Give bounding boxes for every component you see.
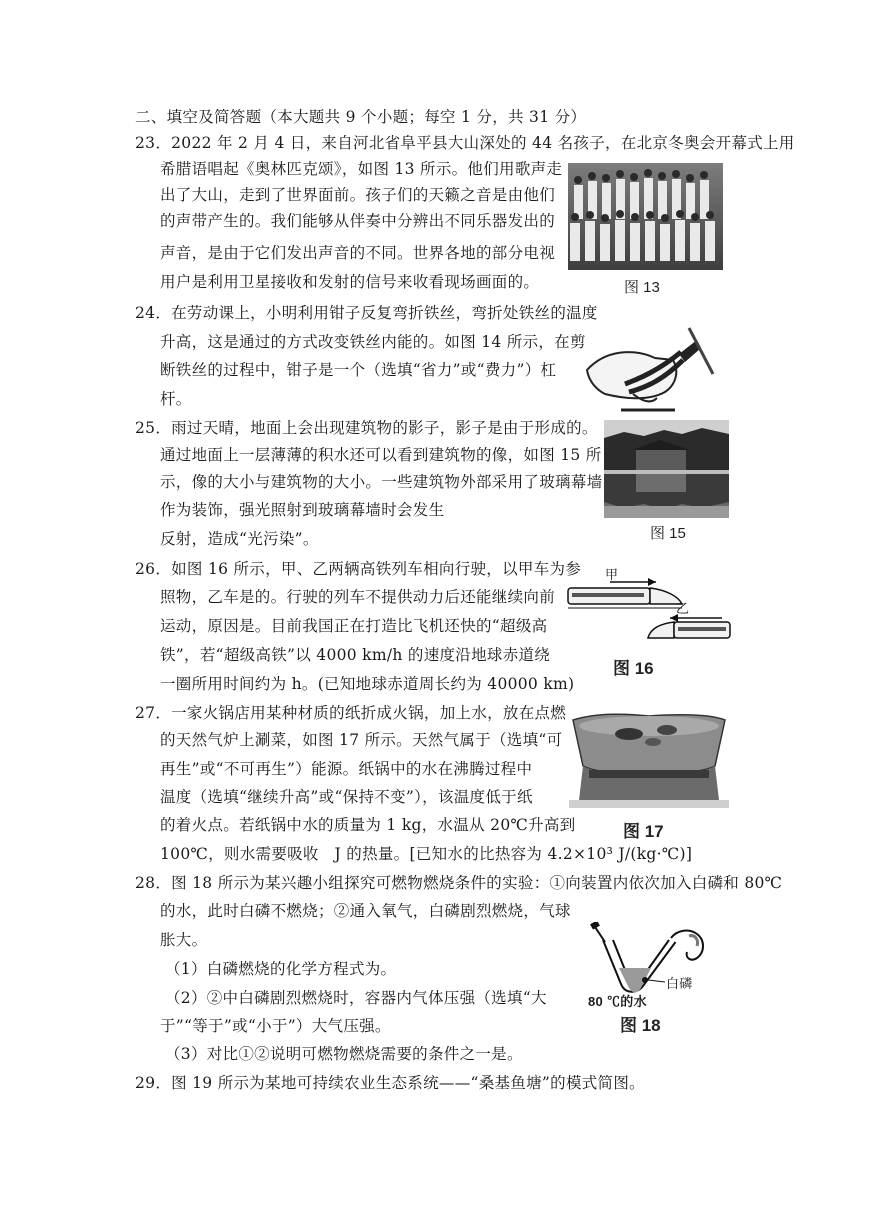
q27-line-5: 的着火点。若纸锅中水的质量为 1 kg，水温从 20℃升高到 — [160, 816, 576, 834]
q28-line-6: 于”“等于”或“小于”）大气压强。 — [160, 1017, 391, 1035]
q28-line-2: 的水，此时白磷不燃烧；②通入氧气，白磷剧烈燃烧，气球 — [160, 902, 571, 920]
q28-line-1: 28．图 18 所示为某兴趣小组探究可燃物燃烧条件的实验：①向装置内依次加入白磷和 80℃ — [135, 874, 783, 892]
figure-13-caption: 图 13 — [624, 279, 660, 296]
figure-15-caption: 图 15 — [650, 525, 686, 542]
q24-line-2: 升高，这是通过的方式改变铁丝内能的。如图 14 所示，在剪 — [160, 333, 586, 351]
q24-line-3: 断铁丝的过程中，钳子是一个（选填“省力”或“费力”）杠 — [160, 361, 557, 379]
q26-line-5: 一圈所用时间约为 h。(已知地球赤道周长约为 40000 km) — [160, 675, 575, 693]
q27-line-1: 27．一家火锅店用某种材质的纸折成火锅，加上水，放在点燃 — [135, 704, 567, 722]
figure-18-caption: 图 18 — [620, 1016, 661, 1035]
q27-line-4: 温度（选填“继续升高”或“保持不变”），该温度低于纸 — [160, 788, 533, 806]
q29-line-1: 29．图 19 所示为某地可持续农业生态系统——“桑基鱼塘”的模式简图。 — [135, 1074, 645, 1092]
train-jia-label: 甲 — [605, 568, 619, 583]
choir-photo — [568, 163, 723, 270]
q25-line-2: 通过地面上一层薄薄的积水还可以看到建筑物的像，如图 15 所 — [160, 446, 602, 464]
figure-17-caption: 图 17 — [623, 822, 664, 841]
q27-line-3: 再生”或“不可再生”）能源。纸锅中的水在沸腾过程中 — [160, 760, 533, 778]
q23-line-2: 希腊语唱起《奥林匹克颂》，如图 13 所示。他们用歌声走 — [160, 160, 563, 178]
q23-line-5: 声音，是由于它们发出声音的不同。世界各地的部分电视 — [160, 244, 556, 262]
q26-line-1: 26．如图 16 所示，甲、乙两辆高铁列车相向行驶，以甲车为参 — [135, 560, 582, 578]
q25-line-5: 反射，造成“光污染”。 — [160, 530, 319, 548]
train-yi-label: 乙 — [676, 602, 690, 617]
q27-line-6: 100℃，则水需要吸收 J 的热量。[已知水的比热容为 4.2×10³ J/(kg·℃)] — [160, 845, 693, 863]
building-reflection-photo — [604, 420, 729, 518]
section-header: 二、填空及简答题（本大题共 9 个小题；每空 1 分，共 31 分） — [135, 108, 587, 126]
paper-hotpot-photo — [569, 708, 729, 808]
q25-line-4: 作为装饰，强光照射到玻璃幕墙时会发生 — [160, 501, 445, 519]
q23-line-6: 用户是利用卫星接收和发射的信号来收看现场画面的。 — [160, 273, 540, 291]
q24-line-1: 24．在劳动课上，小明利用钳子反复弯折铁丝，弯折处铁丝的温度 — [135, 304, 598, 322]
q25-line-1: 25．雨过天晴，地面上会出现建筑物的影子，影子是由于形成的。 — [135, 419, 598, 437]
label-80c-water: 80 ℃的水 — [588, 994, 647, 1009]
trains-figure — [566, 566, 732, 642]
q27-line-2: 的天然气炉上涮菜，如图 17 所示。天然气属于（选填“可 — [160, 731, 563, 749]
pliers-figure — [585, 322, 725, 417]
q28-line-3: 胀大。 — [160, 931, 208, 949]
q28-line-5: （2）②中白磷剧烈燃烧时，容器内气体压强（选填“大 — [165, 989, 547, 1007]
label-white-phosphorus: 白磷 — [666, 976, 693, 991]
q28-line-7: （3）对比①②说明可燃物燃烧需要的条件之一是。 — [165, 1045, 523, 1063]
q24-line-4: 杆。 — [160, 390, 192, 408]
q23-line-3: 出了大山，走到了世界面前。孩子们的天籁之音是由他们 — [160, 186, 556, 204]
q26-line-2: 照物，乙车是的。行驶的列车不提供动力后还能继续向前 — [160, 588, 556, 606]
q23-line-1: 23．2022 年 2 月 4 日，来自河北省阜平县大山深处的 44 名孩子，在北京冬奥会开幕式上用 — [135, 134, 795, 152]
q26-line-3: 运动，原因是。目前我国正在打造比飞机还快的“超级高 — [160, 617, 548, 635]
figure-16-caption: 图 16 — [613, 659, 654, 678]
q23-line-4: 的声带产生的。我们能够从伴奏中分辨出不同乐器发出的 — [160, 212, 556, 230]
q28-line-4: （1）白磷燃烧的化学方程式为。 — [165, 960, 397, 978]
q25-line-3: 示，像的大小与建筑物的大小。一些建筑物外部采用了玻璃幕墙 — [160, 473, 603, 491]
q26-line-4: 铁”，若“超级高铁”以 4000 km/h 的速度沿地球赤道绕 — [160, 646, 551, 664]
